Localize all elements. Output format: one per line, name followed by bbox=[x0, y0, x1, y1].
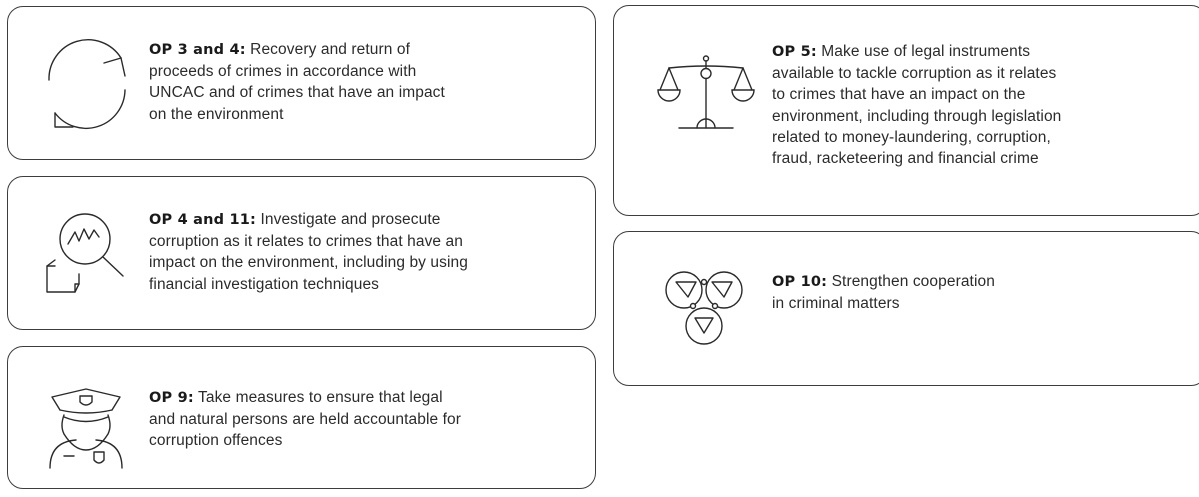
op-card-text bbox=[772, 271, 1192, 314]
text-line: environment, including through legislation bbox=[772, 107, 1062, 125]
text-line: fraud, racketeering and financial crime bbox=[772, 150, 1039, 168]
op-card-text bbox=[772, 41, 1192, 169]
text-line: Make use of legal instruments bbox=[816, 43, 1031, 60]
police-officer-icon bbox=[46, 386, 126, 470]
op-number: OP 5: bbox=[772, 44, 817, 60]
text-line: to crimes that have an impact on the bbox=[772, 86, 1026, 104]
op-number: OP 3 and 4: bbox=[149, 42, 246, 58]
text-line: in criminal matters bbox=[772, 295, 900, 313]
text-line: corruption as it relates to crimes that have an bbox=[149, 233, 463, 251]
text-line: corruption offences bbox=[149, 432, 283, 450]
text-line: financial investigation techniques bbox=[149, 275, 380, 293]
op-number: OP 9: bbox=[149, 390, 194, 406]
op-card-recovery bbox=[7, 6, 596, 160]
op-card-text bbox=[149, 39, 579, 125]
scales-of-justice-icon bbox=[661, 54, 751, 136]
text-line: UNCAC and of crimes that have an impact bbox=[149, 84, 445, 102]
text-line: available to tackle corruption as it relates bbox=[772, 65, 1057, 83]
text-line: Take measures to ensure that legal bbox=[193, 389, 443, 406]
linked-circles-icon bbox=[662, 266, 746, 350]
op-card-cooperation bbox=[613, 231, 1199, 386]
text-line: and natural persons are held accountable for bbox=[149, 411, 462, 429]
text-line: proceeds of crimes in accordance with bbox=[149, 63, 417, 81]
recycle-arrows-icon bbox=[41, 38, 135, 132]
op-card-legal-instruments bbox=[613, 5, 1199, 216]
op-card-text bbox=[149, 387, 579, 452]
text-line: Investigate and prosecute bbox=[256, 211, 441, 228]
op-card-accountability bbox=[7, 346, 596, 489]
text-line: related to money-laundering, corruption, bbox=[772, 128, 1051, 146]
op-number: OP 4 and 11: bbox=[149, 212, 257, 228]
text-line: on the environment bbox=[149, 105, 284, 123]
text-line: Recovery and return of bbox=[245, 41, 411, 58]
op-card-text bbox=[149, 209, 579, 295]
text-line: impact on the environment, including by using bbox=[149, 254, 468, 272]
magnifying-glass-document-icon bbox=[39, 206, 139, 298]
op-card-investigate bbox=[7, 176, 596, 330]
op-number: OP 10: bbox=[772, 274, 828, 290]
text-line: Strengthen cooperation bbox=[827, 273, 995, 290]
